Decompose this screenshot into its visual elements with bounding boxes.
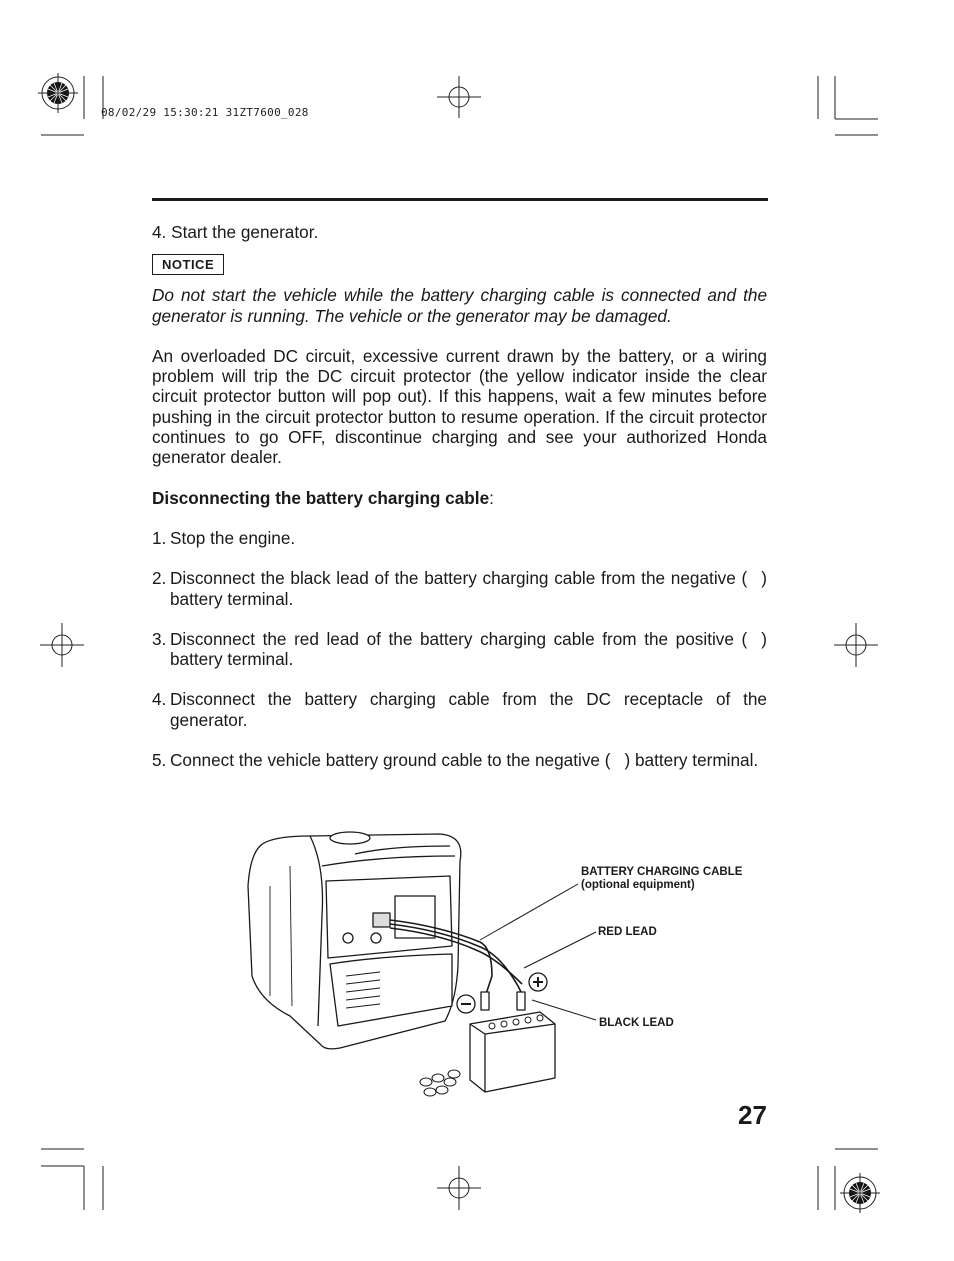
notice-text: Do not start the vehicle while the battery charging cable is connected and the generator is running. The vehicle or the generator may be damaged.: [152, 285, 767, 326]
list-item-text-before: Disconnect the red lead of the battery charging cable from the positive (: [170, 628, 748, 649]
print-stamp: 08/02/29 15:30:21 31ZT7600_028: [101, 106, 309, 119]
black-lead-clip: [481, 992, 489, 1010]
section-heading-colon: :: [489, 487, 494, 508]
list-item-text: [170, 750, 767, 770]
list-item-text: Stop the engine.: [170, 527, 296, 548]
list-item-text: [170, 568, 767, 609]
header-rule: [152, 198, 768, 201]
list-item-number: 4.: [152, 689, 167, 710]
list-item-text-after: ) battery terminal.: [170, 628, 767, 670]
list-item-number: 2.: [152, 568, 167, 589]
callout-red-lead: RED LEAD: [598, 926, 657, 938]
list-item: [152, 689, 767, 730]
crosshair-left: [40, 623, 84, 667]
callout-battery-charging-cable: [581, 866, 742, 892]
list-item-text-after: ) battery terminal.: [170, 568, 767, 609]
list-item-text: Disconnect the battery charging cable from the DC receptacle of the generator.: [170, 689, 767, 730]
section-heading: [152, 488, 767, 508]
battery-icon: [470, 1012, 555, 1092]
list-item: [152, 750, 767, 770]
positive-symbol-icon: [529, 973, 547, 991]
negative-symbol-icon: [457, 995, 475, 1013]
cell-caps-icon: [420, 1070, 460, 1096]
list-item-text-before: Connect the vehicle battery ground cable to the negative (: [170, 750, 611, 771]
crosshair-bottom: [437, 1166, 481, 1210]
page-content: [152, 222, 767, 770]
starburst-top-left: [38, 73, 78, 113]
starburst-bottom-right: [840, 1173, 880, 1213]
list-item: [152, 629, 767, 670]
list-item-number: 5.: [152, 750, 167, 771]
callout-cable-line1: BATTERY CHARGING CABLE: [581, 866, 743, 878]
list-item: [152, 528, 767, 548]
callout-cable-line2: (optional equipment): [581, 879, 695, 891]
callout-black-lead: BLACK LEAD: [599, 1017, 674, 1029]
step-start-generator: 4. Start the generator.: [152, 222, 319, 242]
generator-icon: [248, 832, 461, 1049]
crosshair-top: [437, 76, 481, 118]
list-item-number: 3.: [152, 628, 167, 649]
list-item-text-before: Disconnect the black lead of the battery charging cable from the negative (: [170, 568, 748, 589]
red-lead-clip: [517, 992, 525, 1010]
page-number: 27: [738, 1100, 767, 1130]
list-item: [152, 568, 767, 609]
list-item-text-after: ) battery terminal.: [624, 750, 759, 771]
overload-paragraph: An overloaded DC circuit, excessive current drawn by the battery, or a wiring problem will trip the DC circuit protector (the yellow indicator inside the clear circuit protector button will pop out). If this happens, wait a few minutes before pushing in the circuit protector button to resume operation. If the circuit protector continues to go OFF, discontinue charging and see your authorized Honda generator dealer.: [152, 345, 767, 468]
notice-label: NOTICE: [152, 254, 224, 275]
section-heading-text: Disconnecting the battery charging cable: [152, 487, 490, 508]
crosshair-right: [834, 623, 878, 667]
list-item-text: [170, 629, 767, 670]
list-item-number: 1.: [152, 527, 167, 548]
